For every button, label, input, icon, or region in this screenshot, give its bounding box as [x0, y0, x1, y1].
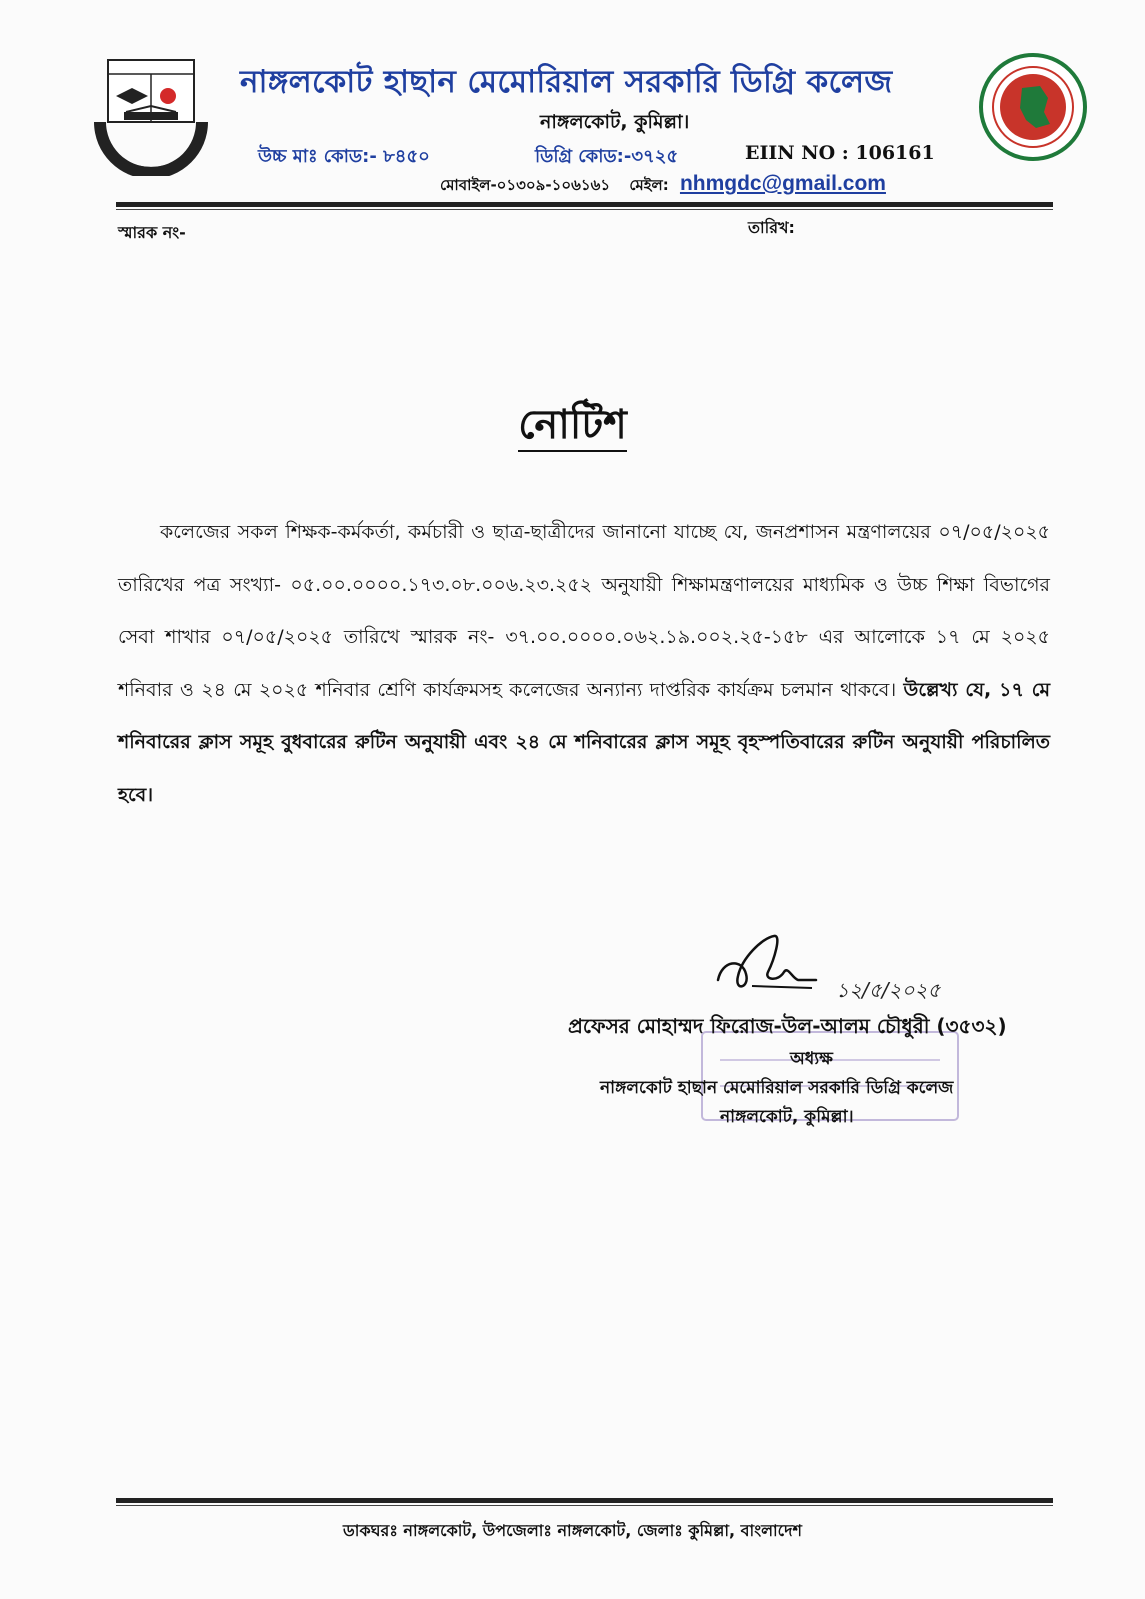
degree-code: ডিগ্রি কোড:-৩৭২৫: [535, 146, 679, 167]
college-logo: [86, 52, 216, 176]
mobile-number: মোবাইল-০১৩০৯-১০৬১৬১: [440, 176, 611, 194]
principal-signature: [712, 930, 822, 1000]
notice-body-regular: কলেজের সকল শিক্ষক-কর্মকর্তা, কর্মচারী ও ছাত্র-ছাত্রীদের জানানো যাচ্ছে যে, জনপ্রশাসন মন্ত্রণালয়ের ০৭/০৫/২০২৫ তারিখের পত্র সংখ্যা- ০৫.০০.০০০০.১৭৩.০৮.০০৬.২৩.২৫২ অনুযায়ী শিক্ষামন্ত্রণালয়ের মাধ্যমিক ও উচ্চ শিক্ষা বিভাগের সেবা শাখার ০৭/০৫/২০২৫ তারিখে স্মারক নং- ৩৭.০০.০০০০.০৬২.১৯.০০২.২৫-১৫৮ এর আলোকে ১৭ মে ২০২৫ শনিবার ও ২৪ মে ২০২৫ শনিবার শ্রেণি কার্যক্রমসহ কলেজের অন্যান্য দাপ্তরিক কার্যক্রম চলমান থাকবে।: [118, 521, 1050, 701]
signature-date: ১২/৫/২০২৫: [836, 978, 941, 1002]
email-link[interactable]: nhmgdc@gmail.com: [679, 172, 886, 195]
signature-college-name: নাঙ্গলকোট হাছান মেমোরিয়াল সরকারি ডিগ্রি কলেজ: [600, 1078, 954, 1098]
memo-number-label: স্মারক নং-: [118, 223, 186, 242]
date-label: তারিখ:: [748, 218, 795, 237]
college-name: নাঙ্গলকোট হাছান মেমোরিয়াল সরকারি ডিগ্রি কলেজ: [240, 64, 893, 100]
eiin-number: EIIN NO : 106161: [745, 142, 935, 164]
contact-row: [440, 172, 886, 199]
email-label: মেইল:: [629, 176, 669, 194]
footer-address: ডাকঘরঃ নাঙ্গলকোট, উপজেলাঃ নাঙ্গলকোট, জেলাঃ কুমিল্লা, বাংলাদেশ: [343, 1521, 802, 1540]
notice-title-text: নোটিশ: [518, 402, 627, 452]
notice-title: [0, 393, 1145, 460]
principal-name: প্রফেসর মোহাম্মদ ফিরোজ-উল-আলম চৌধুরী (৩৫৩২): [568, 1014, 1007, 1038]
notice-body-bold: উল্লেখ্য যে, ১৭ মে শনিবারের ক্লাস সমূহ বুধবারের রুটিন অনুযায়ী এবং ২৪ মে শনিবারের ক্লাস সমূহ বৃহস্পতিবারের রুটিন অনুযায়ী পরিচালিত হবে।: [118, 678, 1051, 806]
footer-divider: [116, 1498, 1053, 1503]
footer-divider-thin: [116, 1505, 1053, 1506]
principal-designation: অধ্যক্ষ: [790, 1049, 833, 1069]
college-address: নাঙ্গলকোট, কুমিল্লা।: [540, 111, 690, 133]
notice-body: [118, 506, 1050, 821]
hsc-code: উচ্চ মাঃ কোড:- ৮৪৫০: [258, 146, 430, 167]
header-divider: [116, 202, 1053, 207]
signature-college-address: নাঙ্গলকোট, কুমিল্লা।: [720, 1107, 854, 1127]
government-seal: [978, 52, 1088, 162]
header-divider-thin: [116, 209, 1053, 210]
